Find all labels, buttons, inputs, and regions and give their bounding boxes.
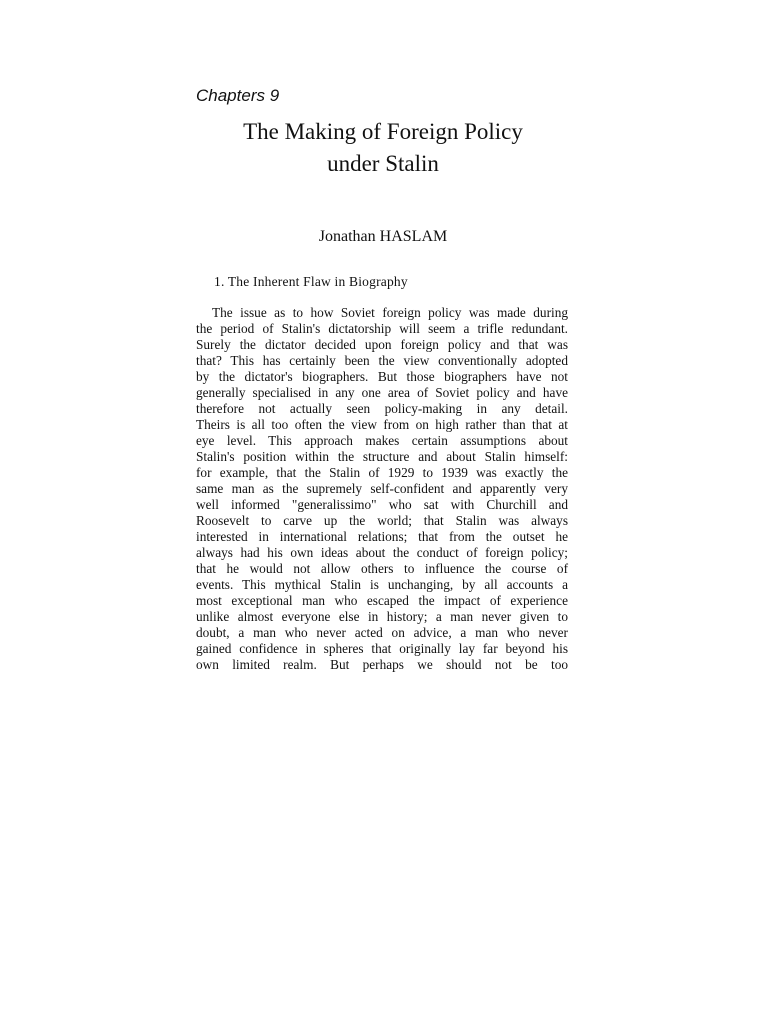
body-line: eye level. This approach makes certain assumptions about: [196, 433, 568, 448]
section-heading: 1. The Inherent Flaw in Biography: [214, 274, 408, 289]
body-line: same man as the supremely self-confident and apparently very: [196, 481, 568, 496]
body-line: gained confidence in spheres that originally lay far beyond his: [196, 641, 568, 656]
body-line: well informed "generalissimo" who sat with Churchill and: [196, 497, 568, 512]
body-line: events. This mythical Stalin is unchanging, by all accounts a: [196, 577, 568, 592]
body-line: the period of Stalin's dictatorship will seem a trifle redundant.: [196, 321, 568, 336]
chapter-title-line-2: under Stalin: [327, 151, 439, 176]
chapter-title-line-1: The Making of Foreign Policy: [243, 119, 523, 144]
body-line: interested in international relations; that from the outset he: [196, 529, 568, 544]
body-line: always had his own ideas about the conduct of foreign policy;: [196, 545, 568, 560]
body-line: by the dictator's biographers. But those biographers have not: [196, 369, 568, 384]
body-line: unlike almost everyone else in history; a man never given to: [196, 609, 568, 624]
body-line: Theirs is all too often the view from on high rather than that at: [196, 417, 568, 432]
body-line: that he would not allow others to influence the course of: [196, 561, 568, 576]
body-line: that? This has certainly been the view conventionally adopted: [196, 353, 568, 368]
chapter-label: Chapters 9: [196, 86, 280, 105]
chapter-title: [196, 116, 570, 180]
body-line: therefore not actually seen policy-making in any detail.: [196, 401, 568, 416]
body-line: Stalin's position within the structure and about Stalin himself:: [196, 449, 568, 464]
body-line: Surely the dictator decided upon foreign policy and that was: [196, 337, 568, 352]
body-line: Roosevelt to carve up the world; that Stalin was always: [196, 513, 568, 528]
body-line: for example, that the Stalin of 1929 to 1939 was exactly the: [196, 465, 568, 480]
body-line: most exceptional man who escaped the impact of experience: [196, 593, 568, 608]
body-line: generally specialised in any one area of Soviet policy and have: [196, 385, 568, 400]
body-line: own limited realm. But perhaps we should not be too: [196, 657, 568, 672]
body-line: doubt, a man who never acted on advice, a man who never: [196, 625, 568, 640]
body-paragraph: [196, 305, 568, 673]
body-line: The issue as to how Soviet foreign policy was made during: [212, 305, 568, 320]
author-name: Jonathan HASLAM: [318, 228, 448, 245]
